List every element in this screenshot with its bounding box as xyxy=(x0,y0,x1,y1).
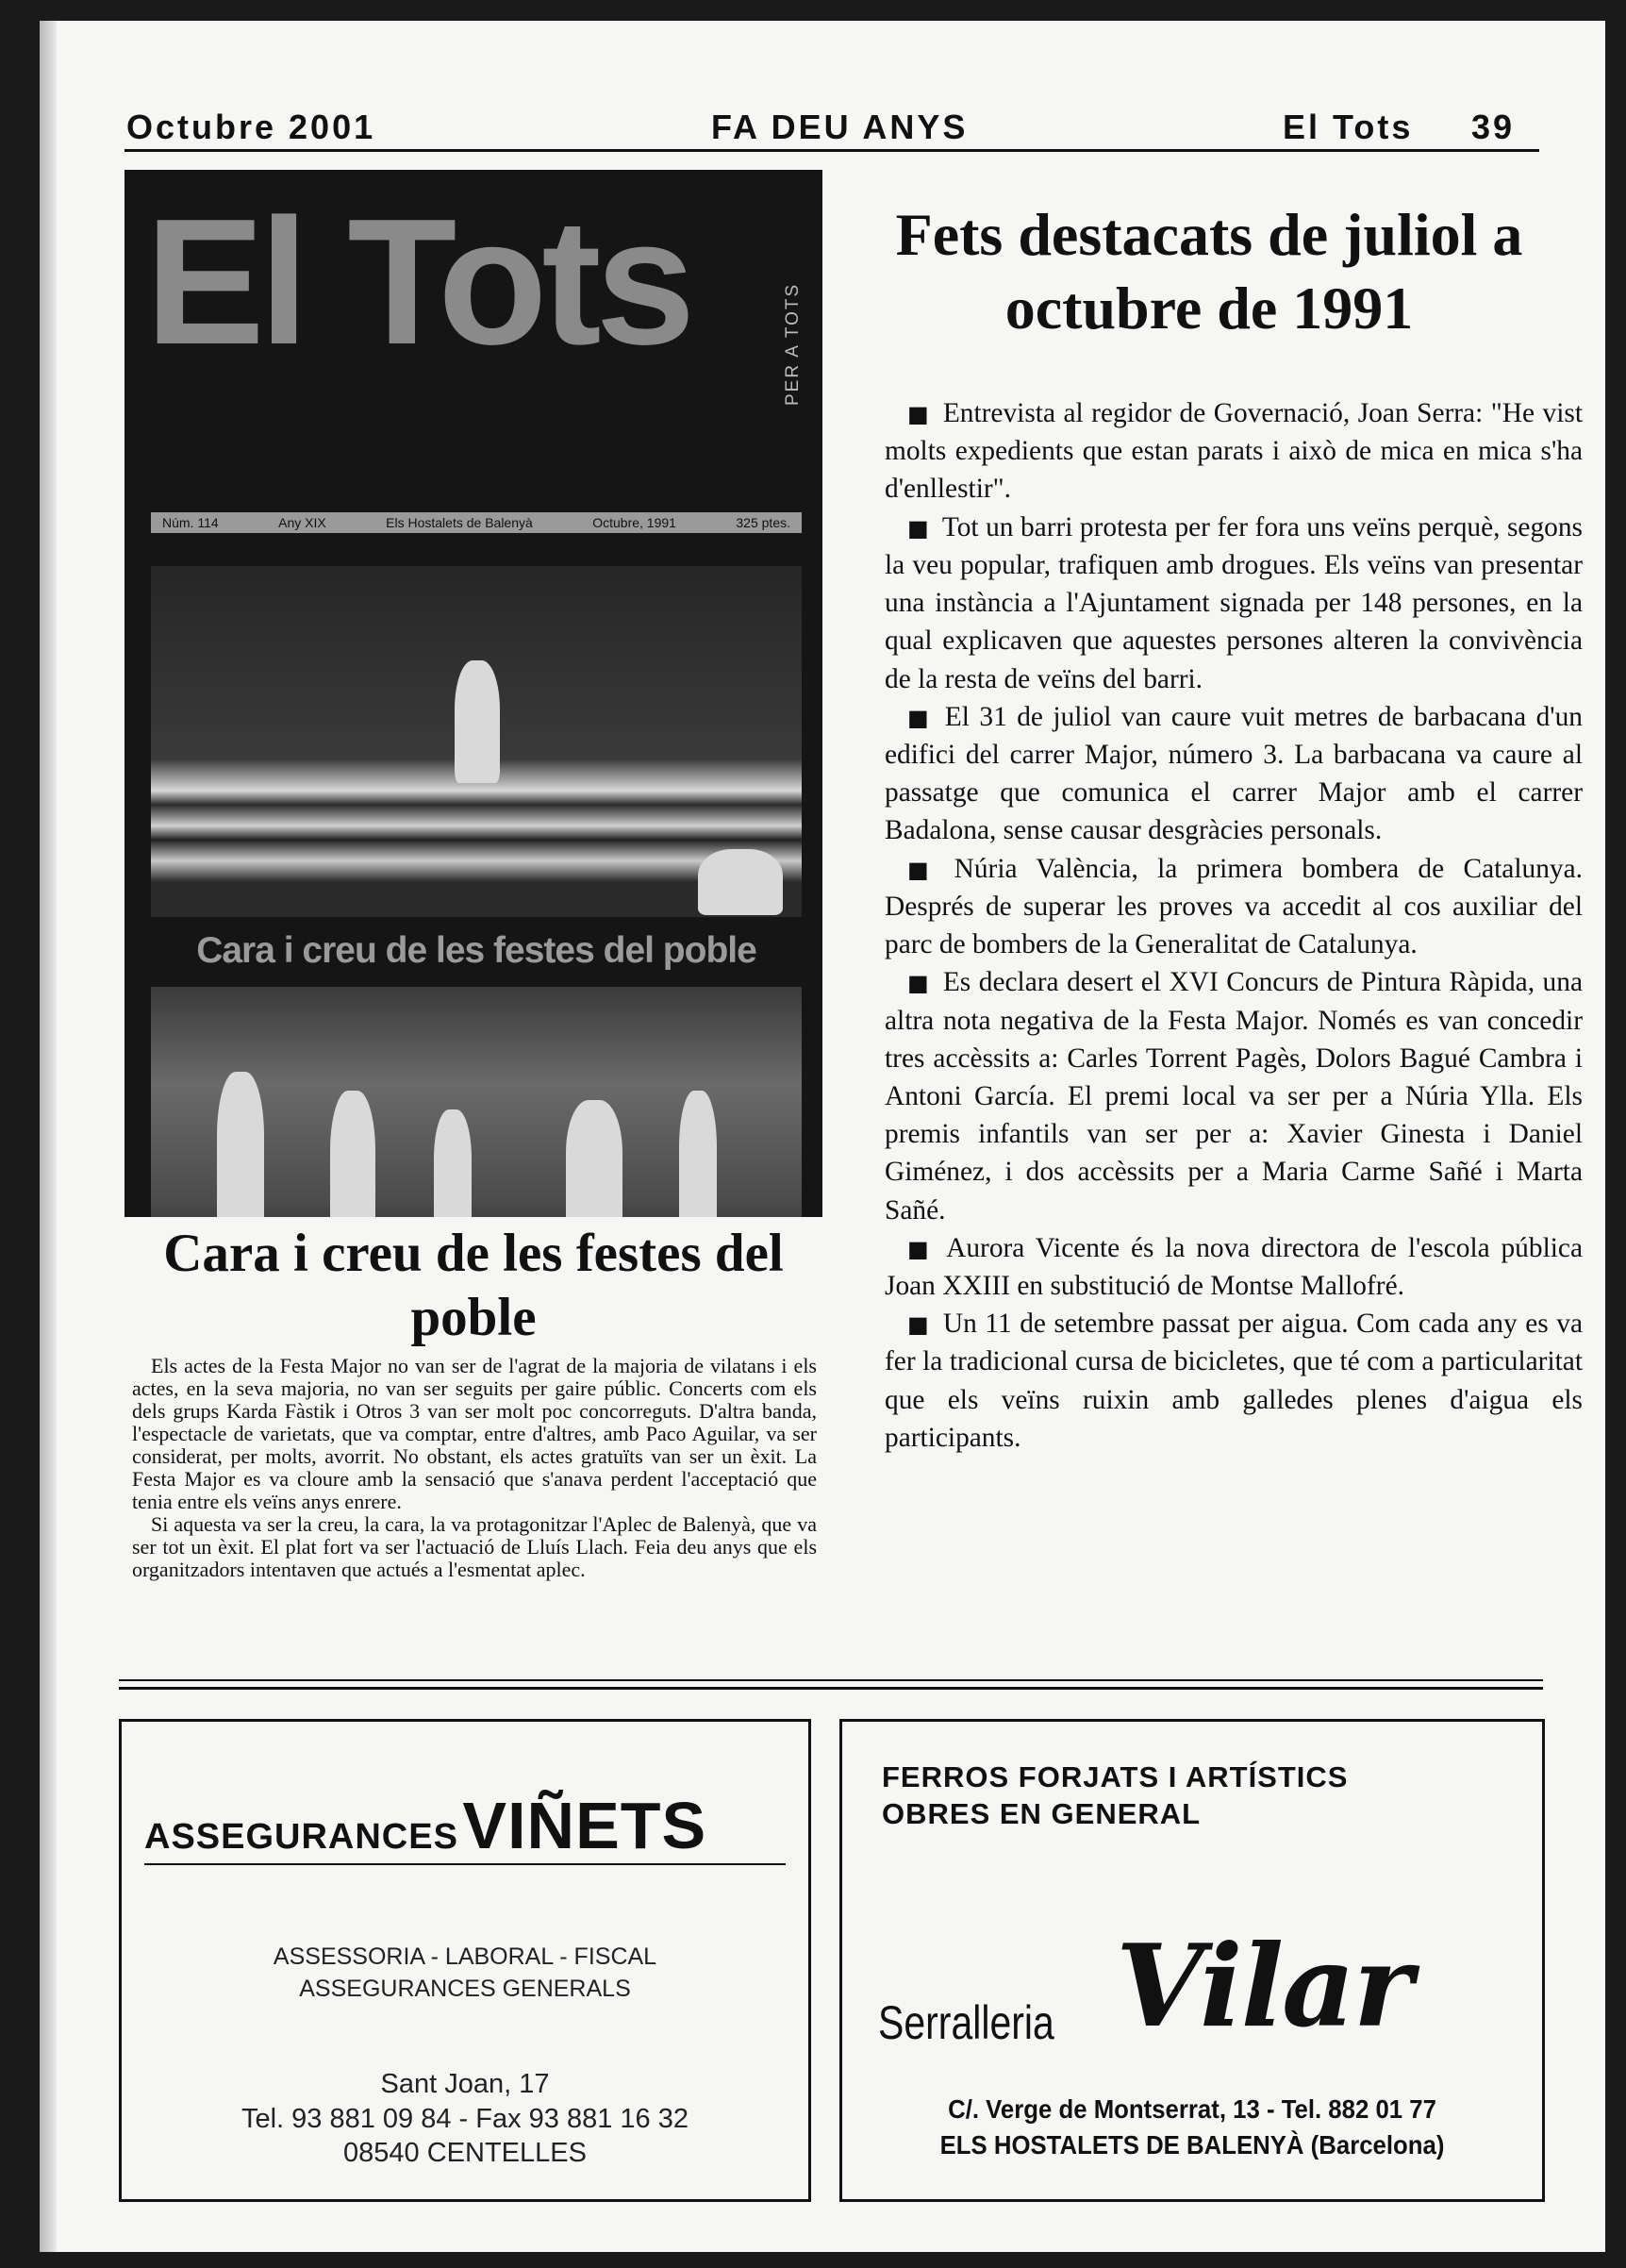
concert-photo xyxy=(151,566,802,917)
left-article-paragraph: Si aquesta va ser la creu, la cara, la va protagonitzar l'Aplec de Balenyà, que va ser tot un èxit. El plat fort va ser l'actuació de Lluís Llach. Feia deu anys que els organitzadors intentaven que actués a l'esmentat aplec. xyxy=(132,1511,817,1581)
cover-image xyxy=(124,170,822,1217)
ad-vilar-logo: Vilar xyxy=(1116,1920,1412,2053)
ad-vilar-label: Serralleria xyxy=(878,1996,1054,2049)
right-article-body xyxy=(885,394,1583,1457)
ad-vinets-services: ASSESSORIA - LABORAL - FISCAL ASSEGURANCES GENERALS xyxy=(273,1943,657,2002)
cover-masthead: El Tots xyxy=(145,182,690,382)
ad-vinets-title-small: ASSEGURANCES xyxy=(144,1817,458,1857)
right-article-title: Fets destacats de juliol a octubre de 1991 xyxy=(895,201,1523,342)
square-bullet-icon: ■ xyxy=(907,970,930,997)
cover-town: Els Hostalets de Balenyà xyxy=(386,515,533,530)
news-item: ■ Tot un barri protesta per fer fora uns veïns perquè, segons la veu popular, trafiquen amb drogues. Els veïns van presentar una instància a l'Ajuntament signada per 148 persones, en la qual explicaven que aquestes persones alteren la convivència de la resta de veïns del barri. xyxy=(885,511,1583,694)
cover-info-strip xyxy=(151,512,802,533)
left-article-paragraph: Els actes de la Festa Major no van ser de l'agrat de la majoria de vilatans i els actes, en la seva majoria, no van ser seguits per gaire públic. Concerts com els dels grups Karda Fàstik i Otros 3 van ser molt poc concorreguts. D'altra banda, l'espectacle de varietats, que va comptar, entre d'altres, amb Paco Aguilar, va ser considerat, per molts, avorrit. No obstant, els actes gratuïts van ser un èxit. La Festa Major es va cloure amb la sensació que s'anava perdent l'acceptació que tenia entre els veïns anys enrere. xyxy=(132,1354,817,1513)
news-item: ■ Es declara desert el XVI Concurs de Pintura Ràpida, una altra nota negativa de la Festa Major. Només es van concedir tres accèssits a: Carles Torrent Pagès, Dolors Bagué Cambra i Antoni García. El premi local va ser per a Núria Ylla. Els premis infantils van ser per a: Xavier Ginesta i Daniel Giménez, i dos accèssits per a Maria Carme Sañé i Marta Sañé. xyxy=(885,967,1583,1226)
header-rule xyxy=(124,149,1539,152)
ad-vinets-address: Sant Joan, 17 Tel. 93 881 09 84 - Fax 93 881 16 32 08540 CENTELLES xyxy=(241,2069,689,2169)
square-bullet-icon: ■ xyxy=(907,514,929,542)
news-item: ■ El 31 de juliol van caure vuit metres de barbacana d'un edifici del carrer Major, número 3. La barbacana va caure al passatge que comunica el carrer Major amb el carrer Badalona, sense causar desgràcies personals. xyxy=(885,701,1583,846)
header-page-number: 39 xyxy=(1471,108,1516,146)
ad-vilar xyxy=(839,1719,1545,2202)
dancer-figure xyxy=(566,1100,622,1217)
square-bullet-icon: ■ xyxy=(907,401,930,427)
header-section: FA DEU ANYS xyxy=(711,108,969,146)
left-article-body xyxy=(132,1355,817,1581)
square-bullet-icon: ■ xyxy=(907,704,932,731)
audience-figure xyxy=(698,849,783,915)
cover-price: 325 ptes. xyxy=(736,515,790,530)
news-item: ■ Un 11 de setembre passat per aigua. Com cada any es va fer la tradicional cursa de bicicletes, que té com a particularitat que els veïns ruixin amb galledes plenes d'aigua els participants. xyxy=(885,1309,1583,1453)
ad-vilar-headline: FERROS FORJATS I ARTÍSTICS OBRES EN GENERAL xyxy=(882,1760,1349,1830)
pianist-figure xyxy=(455,660,500,783)
news-item: ■ Entrevista al regidor de Governació, Joan Serra: "He vist molts expedients que estan parats i això de mica en mica s'ha d'enllestir". xyxy=(885,398,1583,505)
cover-issue: Núm. 114 xyxy=(162,515,219,530)
section-divider xyxy=(119,1687,1543,1690)
ad-vinets-title xyxy=(144,1788,786,1863)
ad-vinets xyxy=(119,1719,811,2202)
cover-caption: Cara i creu de les festes del poble xyxy=(196,930,756,971)
dancer-figure xyxy=(679,1091,717,1217)
dancer-figure xyxy=(217,1072,264,1217)
ad-vinets-title-large: VIÑETS xyxy=(462,1789,707,1862)
square-bullet-icon: ■ xyxy=(907,1311,930,1339)
news-item: ■ Núria València, la primera bombera de Catalunya. Després de superar les proves va accedit al cos auxiliar del parc de bombers de la Generalitat de Catalunya. xyxy=(885,853,1583,960)
ad-vinets-rule xyxy=(144,1863,786,1865)
ad-vilar-address: C/. Verge de Montserrat, 13 - Tel. 882 01 77 ELS HOSTALETS DE BALENYÀ (Barcelona) xyxy=(939,2094,1445,2160)
section-divider xyxy=(119,1679,1543,1681)
square-bullet-icon: ■ xyxy=(907,1235,934,1262)
news-item: ■ Aurora Vicente és la nova directora de l'escola pública Joan XXIII en substitució de Montse Mallofré. xyxy=(885,1232,1583,1302)
left-article-title: Cara i creu de les festes del poble xyxy=(163,1224,784,1348)
page-spine xyxy=(40,21,57,2252)
header-publication: El Tots xyxy=(1283,108,1414,146)
cover-date: Octubre, 1991 xyxy=(592,515,676,530)
variety-show-photo xyxy=(151,987,802,1217)
header-date: Octubre 2001 xyxy=(126,108,376,146)
cover-year: Any XIX xyxy=(278,515,326,530)
dancer-figure xyxy=(330,1091,375,1217)
square-bullet-icon: ■ xyxy=(907,856,941,883)
cover-side-text: PER A TOTS xyxy=(783,282,803,406)
magazine-page xyxy=(40,21,1605,2252)
dancer-figure xyxy=(434,1109,472,1217)
